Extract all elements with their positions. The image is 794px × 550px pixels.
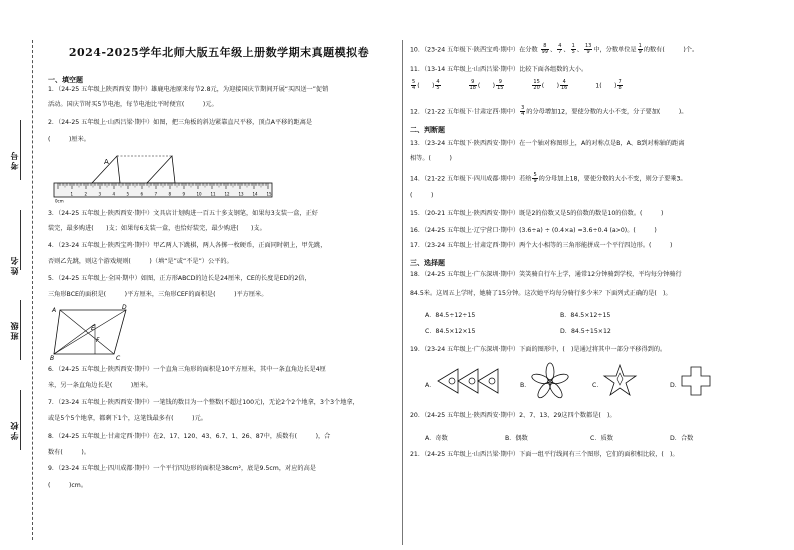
ruler-tick-label: 6 (140, 191, 144, 197)
ruler-tick-label: 12 (224, 191, 230, 197)
ruler-tick-label: 5 (126, 191, 130, 197)
question-9-line2: ( )cm。 (48, 482, 88, 489)
q20-option-a: A．奇数 (425, 435, 448, 442)
question-21: 21．（24-25 五年级上·山西吕梁·期中）下面一组平行线间有三个图形，它们的面积相比较，( )。 (410, 451, 679, 458)
point-f: F (96, 337, 100, 344)
question-9-line1: 9．（23-24 五年级上·四川成都·期中）一个平行四边形的面积是38cm²，底是9.5cm，对应的高是 (48, 465, 316, 472)
ruler-tick-label: 2 (84, 191, 88, 197)
ruler-tick-label: 8 (168, 191, 172, 197)
q20-option-d: D．合数 (670, 435, 694, 442)
question-18-line1: 18．（24-25 五年级上·广东深圳·期中）笑笑骑自行车上学，通常12分钟骑到学校，平均每分钟骑行 (410, 271, 682, 278)
label-name: 姓名 (9, 255, 19, 275)
q19-figure-c-star (602, 363, 638, 399)
q18-option-d: D．84.5÷15×12 (560, 328, 611, 335)
ruler-tick-label: 14 (252, 191, 258, 197)
q19-option-c-label: C． (592, 382, 603, 389)
ruler-tick-label: 9 (182, 191, 186, 197)
column-divider (402, 40, 403, 545)
ruler-tick-label: 11 (210, 191, 216, 197)
q20-option-b: B．偶数 (505, 435, 528, 442)
question-13-line1: 13．（23-24 五年级下·陕西西安·期中）在一个轴对称图形上，A的对称点是B，A、B到对称轴的距离 (410, 140, 685, 147)
point-b: B (50, 355, 55, 360)
question-14-line1: 14．（21-22 五年级下·四川成都·期中）若给 $\frac{5}{9}$ 的分母加上18，要使分数的大小不变，则分子要乘3。 (410, 172, 687, 184)
question-2-line2: ( )厘米。 (48, 136, 90, 143)
question-8-line2: 数有( )。 (48, 449, 90, 456)
q18-option-a: A．84.5÷12÷15 (425, 312, 476, 319)
point-c: C (116, 355, 121, 360)
q19-figure-a (436, 366, 504, 396)
question-19: 19．（23-24 五年级上·广东深圳·期中）下面的图形中，( )是通过将其中一部分平移得到的。 (410, 346, 667, 353)
fraction: $\frac{13}{9}$ (584, 43, 592, 55)
question-4-line1: 4．（23-24 五年级上·陕西宝鸡·期中）甲乙两人下跳棋，两人各掷一枚硬币，正面同时朝上，甲先跳， (48, 242, 327, 249)
fraction: $\frac{8}{99}$ (541, 43, 548, 55)
ruler-label-a: A (104, 158, 109, 166)
q19-figure-d-cross (680, 365, 712, 397)
ruler-tick-label: 7 (154, 191, 158, 197)
q19-option-b-label: B． (520, 382, 531, 389)
question-5-line2: 三角形BCE的面积是( )平方厘米，三角形CEF的面积是( )平方厘米。 (48, 291, 268, 298)
question-3-line1: 3．（24-25 五年级上·陕西西安·期中）文具店计划购进一百五十多支钢笔，如果每3支装一盒，正好 (48, 210, 318, 217)
point-d: D (122, 304, 127, 311)
question-2-line1: 2．（24-25 五年级上·山西吕梁·期中）如图，把三角板的斜边紧靠直尺平移，顶点A平移的距离是 (48, 119, 313, 126)
q19-figure-b-flower (530, 362, 570, 402)
question-1-line2: 活动。国庆节时买5节电池，每节电池比平时便宜( )元。 (48, 101, 218, 108)
question-7-line2: 或是5个5个地拿，都剩下1个，这笔钱最多有( )元。 (48, 415, 207, 422)
question-13-line2: 相等。( ) (410, 155, 452, 162)
question-4-line2: 否则乙先跳，则这个游戏规则( )（填“是”或“不是”）公平的。 (48, 258, 233, 265)
ruler-triangle-figure (52, 150, 277, 205)
fraction: $\frac{4}{7}$ (558, 43, 562, 55)
ruler-tick-label: 3 (98, 191, 102, 197)
fraction: $\frac{1}{9}$ (638, 43, 642, 55)
ruler-tick-label: 1 (70, 191, 74, 197)
q18-option-b: B．84.5×12÷15 (560, 312, 611, 319)
q19-option-d-label: D． (670, 382, 681, 389)
question-14-line2: ( ) (410, 192, 434, 199)
question-18-line2: 84.5米。这周五上学时，她骑了15分钟。这次她平均每分骑行多少米？下面列式正确的是( )。 (410, 290, 672, 297)
exam-title: 2024-2025学年北师大版五年级上册数学期末真题模拟卷 (68, 46, 370, 59)
question-5-line1: 5．（24-25 五年级上·全国·期中）如图，正方形ABCD的边长是24厘米，CE的长度是ED的2倍， (48, 275, 311, 282)
question-10: 10．（23-24 五年级下·陕西宝鸡·期中）在分数 $\frac{8}{99}$ 、 $\frac{4}{7}$ 、 $\frac{1}{5}$ 、 $\frac{13}{9}$ 中，分数单位是 $\frac{1}{9}$ 的数有( )个。 (410, 43, 699, 55)
square-figure (50, 304, 130, 360)
question-11: 11．（13-14 五年级上·山西吕梁·期中）比较下面各组数的大小。 (410, 66, 588, 73)
blank-line-class (20, 300, 21, 360)
blank-line-name (20, 210, 21, 270)
point-e: E (91, 325, 95, 332)
question-6-line1: 6．（24-25 五年级上·陕西西安·期中）一个直角三角形的面积是10平方厘米，其中一条直角边长是4厘 (48, 366, 326, 373)
question-1-line1: 1．（24-25 五年级上陕西西安 期中）雄鹿电池原来每节2.8元，为迎接国庆节期间开展“买四送一”促销 (48, 86, 329, 93)
ruler-tick-label: 13 (238, 191, 244, 197)
ruler-tick-label: 4 (112, 191, 116, 197)
question-20: 20．（24-25 五年级上·陕西西安·期中）2、7、13、29这四个数都是( )。 (410, 412, 616, 419)
q18-option-c: C．84.5×12×15 (425, 328, 476, 335)
ruler-tick-label: 10 (196, 191, 202, 197)
label-class: 班级 (9, 320, 19, 340)
point-a: A (52, 307, 57, 314)
triangle-end (147, 156, 175, 183)
label-exam-id: 考号 (9, 150, 19, 170)
blank-line-school (20, 390, 21, 450)
question-11-items: $\frac{5}{4}$ ( ) $\frac{4}{5}$ $\frac{9}{18}$ ( ) $\frac{9}{15}$ $\frac{15}{20}$ ( ) $\frac{4}{16}$ 1( ) $\frac{7}{8}$ (412, 79, 622, 91)
section-true-false: 二、判断题 (410, 126, 445, 134)
question-6-line2: 米，另一条直角边长是( )厘米。 (48, 382, 152, 389)
q19-option-a-label: A． (425, 382, 436, 389)
blank-line-exam-id (20, 120, 21, 180)
question-12: 12．（21-22 五年级下·甘肃定西·期中） $\frac{3}{4}$ 的分母增加12，要使分数的大小不变，分子要加( )。 (410, 105, 688, 117)
question-3-line2: 装完，最多购进( )支；如果每6支装一盒，也恰好装完，最少购进( )支。 (48, 225, 266, 232)
question-17: 17．（23-24 五年级上·甘肃定西·期中）两个大小相等的三角形能拼成一个平行四边形。( ) (410, 242, 673, 249)
question-15: 15．（20-21 五年级上·陕西西安·期中）既是2的倍数又是5的倍数的数是10的倍数。( ) (410, 210, 664, 217)
q20-option-c: C．质数 (590, 435, 613, 442)
question-7-line1: 7．（23-24 五年级上·陕西西安·期中）一笔钱的数目为一个整数(不超过100元)，无论2个2个地拿，3个3个地拿， (48, 399, 359, 406)
section-fill-blank: 一、填空题 (48, 76, 83, 84)
fraction: $\frac{1}{5}$ (571, 43, 575, 55)
ruler-tick-label: 15 (266, 191, 272, 197)
binding-line (32, 40, 33, 540)
section-multiple-choice: 三、选择题 (410, 259, 445, 267)
question-16: 16．（24-25 五年级上·辽宁营口·期中）(3.6÷a) ÷ (0.4×a) =3.6÷0.4 (a>0)。( ) (410, 227, 657, 234)
question-8-line1: 8．（24-25 五年级上·甘肃定西·期中）在2、17、120、43、6.7、1、26、87中，质数有( )，合 (48, 433, 331, 440)
ruler-unit: 0cm (55, 198, 64, 204)
label-school: 学校 (9, 420, 19, 440)
